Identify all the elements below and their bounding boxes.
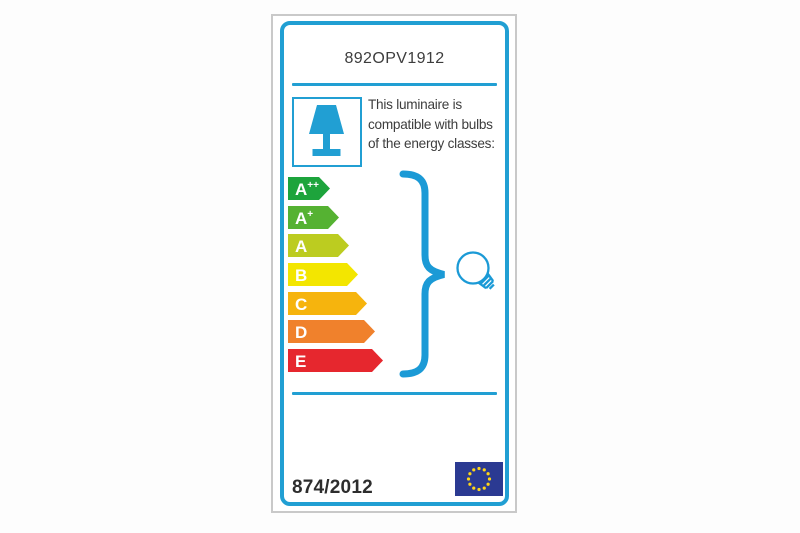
svg-text:A++: A++ bbox=[295, 180, 319, 199]
compatibility-text-line: compatible with bulbs bbox=[368, 116, 493, 132]
svg-text:B: B bbox=[295, 266, 308, 286]
divider-line-bottom bbox=[292, 392, 497, 395]
divider-line-top bbox=[292, 83, 497, 86]
eu-flag bbox=[455, 462, 503, 496]
luminaire-icon-box bbox=[292, 97, 362, 167]
svg-text:A+: A+ bbox=[295, 208, 314, 228]
svg-text:D: D bbox=[295, 323, 308, 343]
compatibility-text-line: of the energy classes: bbox=[368, 136, 495, 151]
energy-class-arrow-A bbox=[288, 234, 400, 257]
curly-brace-icon bbox=[398, 170, 452, 378]
product-image-frame bbox=[271, 14, 517, 513]
table-lamp-icon bbox=[294, 99, 359, 164]
svg-text:A: A bbox=[295, 237, 308, 257]
energy-class-arrow-D bbox=[288, 320, 400, 343]
compatibility-text bbox=[368, 95, 508, 154]
model-number: 892OPV1912 bbox=[344, 50, 445, 67]
compatibility-text-line: This luminaire is bbox=[368, 97, 462, 112]
energy-class-arrow-C bbox=[288, 292, 400, 315]
energy-class-arrow-A++ bbox=[288, 177, 400, 200]
svg-text:E: E bbox=[295, 352, 307, 372]
light-bulb-icon bbox=[450, 245, 504, 301]
energy-class-arrow-B bbox=[288, 263, 400, 286]
regulation-number: 874/2012 bbox=[292, 477, 373, 498]
energy-label bbox=[280, 21, 509, 506]
energy-class-arrow-A+ bbox=[288, 206, 400, 229]
energy-class-arrow-E bbox=[288, 349, 400, 372]
svg-text:C: C bbox=[295, 294, 308, 314]
energy-class-scale bbox=[288, 177, 400, 383]
